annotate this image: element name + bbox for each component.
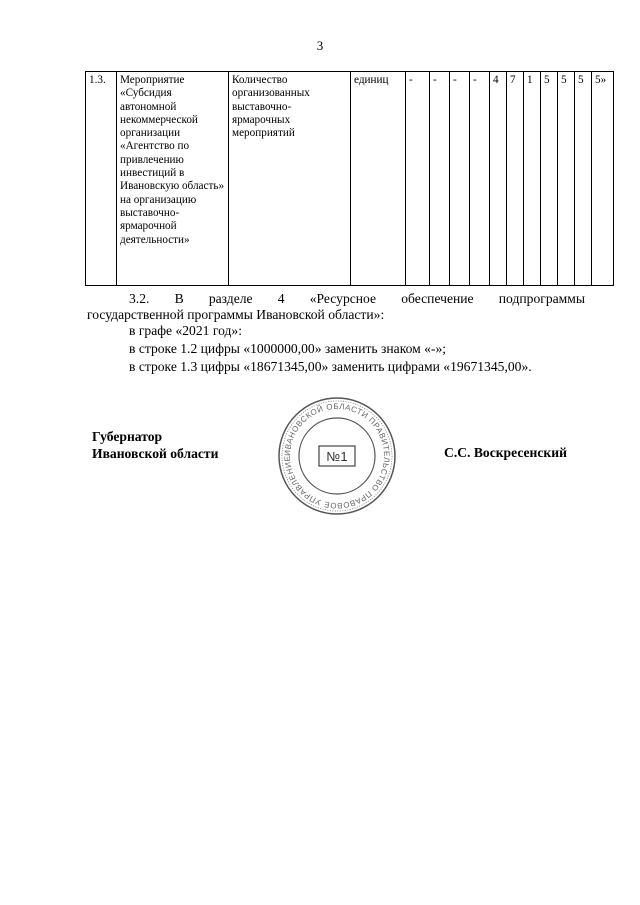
- section-paragraph-line2: государственной программы Ивановской области»:: [87, 307, 385, 322]
- value-cell: 5»: [592, 72, 614, 286]
- value-cell: -: [470, 72, 490, 286]
- section-line-2: в строке 1.2 цифры «1000000,00» заменить знаком «-»;: [129, 341, 447, 356]
- value-cell: 7: [507, 72, 524, 286]
- signatory-title: [92, 428, 218, 462]
- section-paragraph-line1: 3.2. В разделе 4 «Ресурсное обеспечение подпрограммы: [129, 291, 585, 306]
- stamp-number: №1: [326, 449, 348, 464]
- signatory-name: С.С. Воскресенский: [444, 445, 567, 460]
- measures-table: [85, 71, 614, 286]
- signatory-title-line1: Губернатор: [92, 429, 163, 444]
- official-stamp: [275, 394, 399, 518]
- table-row: [86, 72, 614, 286]
- section-line-1: в графе «2021 год»:: [129, 323, 242, 338]
- value-cell: -: [430, 72, 450, 286]
- value-cell: 4: [490, 72, 507, 286]
- event-cell: Мероприятие «Субсидия автономной некоммерческой организации «Агентство по привлечению инвестиций в Ивановскую область» на организацию выставочно-ярмарочной деятельности»: [117, 72, 229, 286]
- unit-cell: единиц: [351, 72, 406, 286]
- page-number: 3: [316, 38, 324, 53]
- value-cell: -: [406, 72, 430, 286]
- indicator-cell: Количество организованных выставочно-ярмарочных мероприятий: [229, 72, 351, 286]
- value-cell: 1: [524, 72, 541, 286]
- section-line-3: в строке 1.3 цифры «18671345,00» заменить цифрами «19671345,00».: [129, 359, 532, 374]
- value-cell: 5: [541, 72, 558, 286]
- value-cell: 5: [558, 72, 575, 286]
- row-number-cell: 1.3.: [86, 72, 117, 286]
- value-cell: -: [450, 72, 470, 286]
- stamp-ring-text: ИВАНОВСКОЙ ОБЛАСТИ ПРАВИТЕЛЬСТВО ПРАВОВОЕ УПРАВЛЕНИЕ: [282, 401, 392, 511]
- value-cell: 5: [575, 72, 592, 286]
- signatory-title-line2: Ивановской области: [92, 446, 219, 461]
